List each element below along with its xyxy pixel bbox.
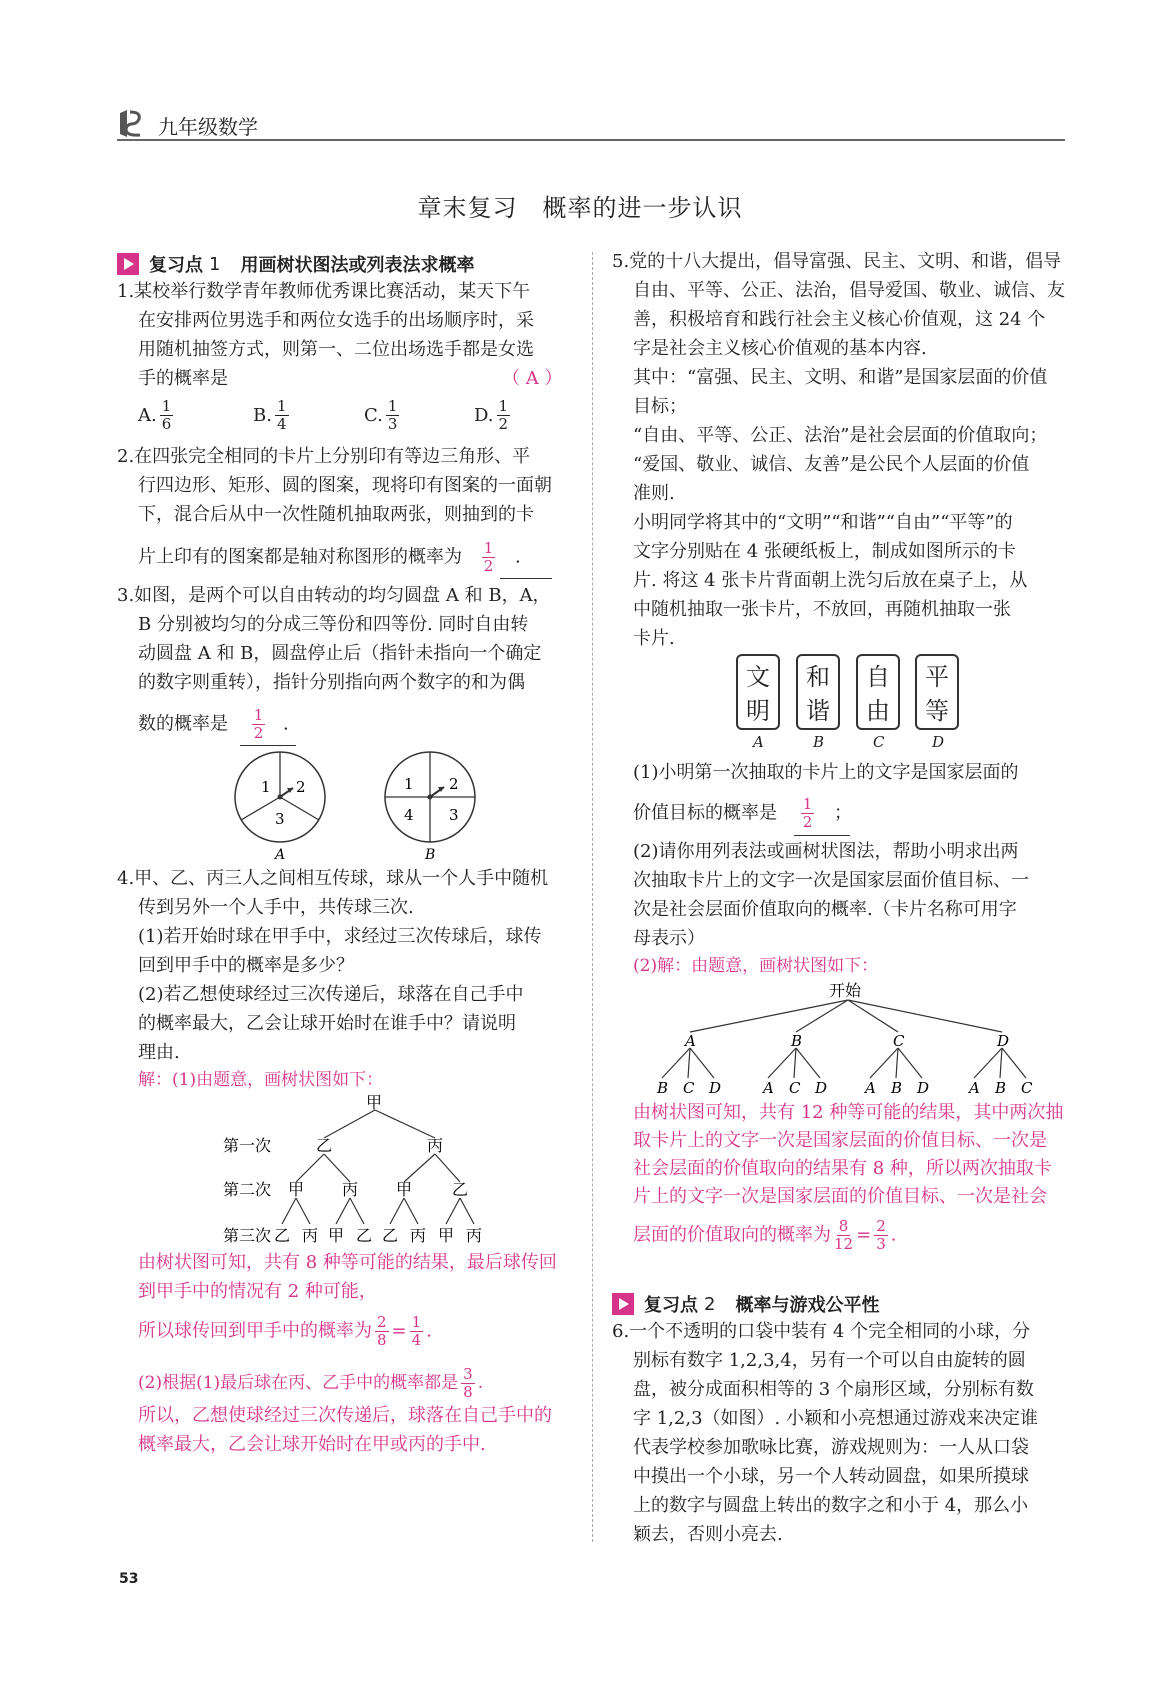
- tree-node: 丙: [427, 1136, 444, 1155]
- tree-node: D: [997, 1032, 1010, 1050]
- tree-leaf: B: [891, 1079, 903, 1097]
- word-card-a-label: A: [753, 733, 764, 751]
- q4-line: 的概率最大，乙会让球开始时在谁手中？请说明: [138, 1013, 516, 1034]
- q5-part1-last: 价值目标的概率是 $\frac{1}{2}$ ；: [633, 795, 853, 831]
- q5-solution-probability: 层面的价值取向的概率为 $\frac{8}{12}$ = $\frac{2}{3}$ .: [633, 1217, 897, 1253]
- q5-part1-answer: $\frac{1}{2}$: [802, 795, 813, 831]
- tree-row-label: 第一次: [223, 1136, 272, 1155]
- tree-node: C: [893, 1032, 905, 1050]
- triangle-marker-icon: [612, 1293, 634, 1315]
- q6-line: 别标有数字 1,2,3,4，另有一个可以自由旋转的圆: [633, 1350, 1026, 1371]
- disc-a-label: A: [275, 847, 286, 863]
- q1-line: 手的概率是: [138, 368, 228, 389]
- q6-line: 盘，被分成面积相等的 3 个扇形区域，分别标有数: [633, 1379, 1034, 1400]
- q4-solution-probability: 所以球传回到甲手中的概率为 $\frac{2}{8}$ = $\frac{1}{4}$ .: [138, 1313, 432, 1349]
- q4-solution-intro: 解：(1)由题意，画树状图如下：: [138, 1070, 384, 1090]
- q4-line: 回到甲手中的概率是多少？: [138, 955, 354, 976]
- q3-answer: $\frac{1}{2}$: [253, 706, 264, 742]
- tree-leaf: 乙: [382, 1226, 399, 1245]
- disc-a-sector-3: 3: [275, 810, 285, 828]
- q4-solution-line: 概率最大，乙会让球开始时在甲或丙的手中.: [138, 1434, 486, 1455]
- tree-leaf: B: [657, 1079, 669, 1097]
- q5-answer-line: [794, 835, 850, 836]
- q5-line: 卡片.: [633, 628, 675, 649]
- section-heading-2: 复习点 2 概率与游戏公平性: [612, 1291, 879, 1317]
- word-card-c: 自 由: [856, 654, 900, 730]
- q5-line: 善，积极培育和践行社会主义核心价值观，这 24 个: [633, 309, 1046, 330]
- q5-part2: (2)请你用列表法或画树状图法，帮助小明求出两: [633, 841, 1019, 862]
- tree-leaf: 甲: [438, 1226, 455, 1245]
- tree-node: 乙: [452, 1180, 469, 1199]
- q5-solution-line: 社会层面的价值取向的结果有 8 种，所以两次抽取卡: [633, 1158, 1052, 1179]
- tree-root: 开始: [829, 981, 862, 1000]
- q3-line: 数的概率是 $\frac{1}{2}$ .: [138, 706, 289, 742]
- column-divider: [592, 252, 593, 1542]
- q5-line: 字是社会主义核心价值观的基本内容.: [633, 338, 927, 359]
- q3-line: 动圆盘 A 和 B，圆盘停止后（指针未指向一个确定: [138, 643, 542, 664]
- header-subject: 九年级数学: [158, 115, 258, 139]
- q5-line: 自由、平等、公正、法治，倡导爱国、敬业、诚信、友: [633, 280, 1065, 301]
- q5-line: 目标；: [633, 396, 687, 417]
- tree-leaf: 甲: [328, 1226, 345, 1245]
- tree-leaf: 乙: [356, 1226, 373, 1245]
- q1-option-d: D. $\frac{1}{2}$: [474, 397, 509, 433]
- section-heading-1: 复习点 1 用画树状图法或列表法求概率: [117, 251, 474, 277]
- q6-line: 颖去，否则小亮去.: [633, 1524, 783, 1545]
- header-rule: [117, 139, 1065, 141]
- q4-line: 理由.: [138, 1042, 180, 1063]
- logo-icon: [117, 109, 143, 139]
- q5-line: 小明同学将其中的“文明”“和谐”“自由”“平等”的: [633, 512, 1013, 533]
- q2-answer-line: [500, 578, 552, 579]
- q5-solution-intro: (2)解：由题意，画树状图如下：: [633, 956, 879, 976]
- header-logo: [117, 109, 143, 143]
- q4-solution-line: 所以，乙想使球经过三次传递后，球落在自己手中的: [138, 1405, 552, 1426]
- q6-line: 上的数字与圆盘上转出的数字之和小于 4，那么小: [633, 1495, 1029, 1516]
- card-draw-tree-diagram: [640, 978, 1060, 1098]
- tree-leaf: C: [683, 1079, 695, 1097]
- q5-line: 其中：“富强、民主、文明、和谐”是国家层面的价值: [633, 367, 1048, 388]
- q5-solution-line: 由树状图可知，共有 12 种等可能的结果，其中两次抽: [633, 1102, 1064, 1123]
- word-card-d: 平 等: [915, 654, 959, 730]
- tree-row-label: 第二次: [223, 1180, 272, 1199]
- q6-line: 中摸出一个小球，另一个人转动圆盘，如果所摸球: [633, 1466, 1029, 1487]
- disc-b-sector-3: 3: [449, 806, 459, 824]
- q5-line: 准则.: [633, 483, 675, 504]
- q1-line: 1.某校举行数学青年教师优秀课比赛活动，某天下午: [117, 281, 531, 302]
- tree-leaf: 乙: [274, 1226, 291, 1245]
- q2-line: 片上印有的图案都是轴对称图形的概率为 $\frac{1}{2}$ .: [138, 539, 521, 575]
- q5-part2: 次抽取卡片上的文字一次是国家层面价值目标、一: [633, 870, 1029, 891]
- tree-leaf: D: [709, 1079, 722, 1097]
- tree-leaf: C: [789, 1079, 801, 1097]
- q5-part2: 次是社会层面价值取向的概率.（卡片名称可用字: [633, 899, 1017, 920]
- q4-line: 传到另外一个人手中，共传球三次.: [138, 897, 414, 918]
- tree-leaf: A: [865, 1079, 876, 1097]
- q5-line: 5.党的十八大提出，倡导富强、民主、文明、和谐，倡导: [612, 251, 1062, 272]
- q5-line: 片. 将这 4 张卡片背面朝上洗匀后放在桌子上，从: [633, 570, 1028, 591]
- page-title: 章末复习 概率的进一步认识: [417, 194, 743, 222]
- tree-node: 乙: [316, 1136, 333, 1155]
- disc-b-sector-2: 2: [449, 775, 459, 793]
- q2-answer: $\frac{1}{2}$: [483, 539, 494, 575]
- q3-line: B 分别被均匀的分成三等份和四等份. 同时自由转: [138, 614, 529, 635]
- q2-line: 2.在四张完全相同的卡片上分别印有等边三角形、平: [117, 446, 531, 467]
- q2-line: 行四边形、矩形、圆的图案，现将印有图案的一面朝: [138, 475, 552, 496]
- tree-root: 甲: [366, 1094, 383, 1112]
- q4-solution-line: 由树状图可知，共有 8 种等可能的结果，最后球传回: [138, 1252, 557, 1273]
- word-card-d-label: D: [932, 733, 945, 751]
- q2-line: 下，混合后从中一次性随机抽取两张，则抽到的卡: [138, 504, 534, 525]
- q1-option-b: B. $\frac{1}{4}$: [253, 397, 287, 433]
- q1-line: 在安排两位男选手和两位女选手的出场顺序时，采: [138, 310, 534, 331]
- q3-line: 的数字则重转），指针分别指向两个数字的和为偶: [138, 672, 525, 693]
- q5-line: 文字分别贴在 4 张硬纸板上，制成如图所示的卡: [633, 541, 1016, 562]
- q5-line: “爱国、敬业、诚信、友善”是公民个人层面的价值: [633, 454, 1030, 475]
- q5-line: “自由、平等、公正、法治”是社会层面的价值取向；: [633, 425, 1048, 446]
- tree-leaf: D: [917, 1079, 930, 1097]
- tree-leaf: 丙: [302, 1226, 319, 1245]
- disc-a-sector-2: 2: [296, 778, 306, 796]
- q5-line: 中随机抽取一张卡片，不放回，再随机抽取一张: [633, 599, 1011, 620]
- q4-solution-part2: (2)根据(1)最后球在丙、乙手中的概率都是 $\frac{3}{8}$ .: [138, 1365, 484, 1401]
- word-card-a: 文 明: [736, 654, 780, 730]
- tree-leaf: D: [815, 1079, 828, 1097]
- word-card-c-label: C: [873, 733, 885, 751]
- q6-line: 6.一个不透明的口袋中装有 4 个完全相同的小球，分: [612, 1321, 1031, 1342]
- q1-option-a: A. $\frac{1}{6}$: [138, 397, 172, 433]
- disc-b-label: B: [425, 847, 436, 863]
- q1-answer: （ A ）: [502, 368, 563, 389]
- tree-node: A: [685, 1032, 696, 1050]
- triangle-marker-icon: [117, 253, 139, 275]
- tree-leaf: B: [995, 1079, 1007, 1097]
- pass-ball-tree-diagram: [220, 1094, 520, 1246]
- q1-line: 用随机抽签方式，则第一、二位出场选手都是女选: [138, 339, 534, 360]
- q5-solution-line: 取卡片上的文字一次是国家层面的价值目标、一次是: [633, 1130, 1047, 1151]
- q5-part1: (1)小明第一次抽取的卡片上的文字是国家层面的: [633, 762, 1019, 783]
- q4-line: 4.甲、乙、丙三人之间相互传球，球从一个人手中随机: [117, 868, 549, 889]
- q1-option-c: C. $\frac{1}{3}$: [364, 397, 398, 433]
- q5-solution-line: 片上的文字一次是国家层面的价值目标、一次是社会: [633, 1186, 1047, 1207]
- disc-b-sector-1: 1: [404, 775, 414, 793]
- tree-row-label: 第三次: [223, 1226, 272, 1245]
- word-card-b-label: B: [813, 733, 825, 751]
- q5-part2: 母表示）: [633, 928, 705, 949]
- spinner-discs-figure: [225, 742, 485, 864]
- tree-node: B: [791, 1032, 803, 1050]
- word-card-b: 和 谐: [796, 654, 840, 730]
- q4-line: (2)若乙想使球经过三次传递后，球落在自己手中: [138, 984, 524, 1005]
- tree-leaf: 丙: [410, 1226, 427, 1245]
- disc-a-sector-1: 1: [261, 778, 271, 796]
- tree-node: 甲: [396, 1180, 413, 1199]
- page-number: 53: [119, 1571, 139, 1587]
- tree-leaf: A: [969, 1079, 980, 1097]
- q6-line: 字 1,2,3（如图）. 小颖和小亮想通过游戏来决定谁: [633, 1408, 1038, 1429]
- tree-node: 丙: [342, 1180, 359, 1199]
- tree-leaf: A: [763, 1079, 774, 1097]
- tree-leaf: C: [1021, 1079, 1033, 1097]
- q6-line: 代表学校参加歌咏比赛，游戏规则为：一人从口袋: [633, 1437, 1029, 1458]
- tree-leaf: 丙: [466, 1226, 483, 1245]
- tree-node: 甲: [288, 1180, 305, 1199]
- q4-solution-line: 到甲手中的情况有 2 种可能，: [138, 1281, 377, 1302]
- q4-line: (1)若开始时球在甲手中，求经过三次传球后，球传: [138, 926, 542, 947]
- q3-line: 3.如图，是两个可以自由转动的均匀圆盘 A 和 B，A，: [117, 585, 551, 606]
- disc-b-sector-4: 4: [404, 806, 414, 824]
